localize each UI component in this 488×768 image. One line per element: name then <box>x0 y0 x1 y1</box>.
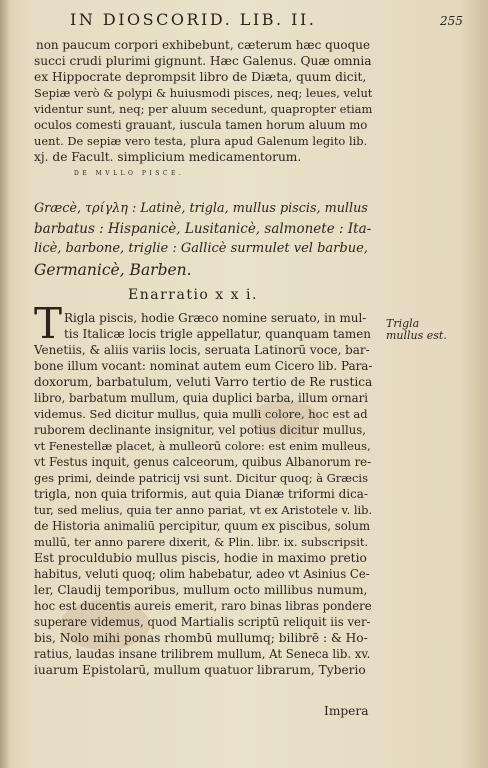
text-line: ges primi, deinde patricij vsi sunt. Dicitur quoq; à Græcis <box>34 471 368 485</box>
text-line: Sepiæ verò & polypi & huiusmodi pisces, neq; leues, velut <box>34 86 373 100</box>
names-line: barbatus : Hispanicè, Lusitanicè, salmonete : Ita- <box>34 221 372 237</box>
text-line: videmus. Sed dicitur mullus, quia mulli colore, hoc est ad <box>34 407 368 421</box>
text-line: bis, Nolo mihi ponas rhombū mullumq; bilibrē : & Ho- <box>34 631 368 645</box>
catchword: Impera <box>324 704 369 718</box>
text-line: bone illum vocant: nominat autem eum Cicero lib. Para- <box>34 359 373 373</box>
running-title: IN DIOSCORID. LIB. II. <box>70 10 317 29</box>
text-line: ler, Claudij temporibus, mullum octo millibus numum, <box>34 583 368 597</box>
text-line: xj. de Facult. simplicium medicamentorum. <box>34 150 302 164</box>
text-line: superare videmus, quod Martialis scriptū reliquit iis ver- <box>34 615 371 629</box>
text-line: videntur sunt, neq; per aluum secedunt, quapropter etiam <box>34 102 373 116</box>
margin-note-line: mullus est. <box>386 329 447 342</box>
text-line: non paucum corpori exhibebunt, cæterum hæc quoque <box>36 38 371 52</box>
text-line: tur, sed melius, quia ter anno pariat, vt ex Aristotele v. lib. <box>34 503 373 517</box>
text-line: mullū, ter anno parere dixerit, & Plin. libr. ix. subscripsit. <box>34 535 369 549</box>
text-line: habitus, veluti quoq; olim habebatur, adeo vt Asinius Ce- <box>34 567 370 581</box>
text-line: ex Hippocrate deprompsit libro de Diæta, quum dicit, <box>34 70 367 84</box>
margin-note <box>386 318 447 342</box>
names-line: licè, barbone, triglie : Gallicè surmulet vel barbue, <box>34 241 368 256</box>
text-line: Rigla piscis, hodie Græco nomine seruato, in mul- <box>64 311 367 325</box>
text-line: vt Fenestellæ placet, à mulleorū colore: est enim mulleus, <box>34 439 371 453</box>
drop-cap: T <box>34 299 63 348</box>
text-line: de Historia animaliū percipitur, quum ex piscibus, solum <box>34 519 371 533</box>
margin-note-line: Trigla <box>386 317 420 330</box>
text-line: tis Italicæ locis trigle appellatur, quanquam tamen <box>64 327 371 341</box>
text-line: oculos comesti grauant, iuscula tamen horum aluum mo <box>34 118 368 132</box>
gutter-shadow <box>0 0 10 768</box>
page-number: 255 <box>440 14 463 28</box>
section-title: DE MVLLO PISCE. <box>74 170 185 177</box>
text-line: uent. De sepiæ vero testa, plura apud Galenum legito lib. <box>34 134 368 148</box>
text-line: trigla, non quia triformis, aut quia Dianæ triformi dica- <box>34 487 368 501</box>
text-line: libro, barbatum mullum, quia duplici barba, illum ornari <box>34 391 368 405</box>
names-line: Germanicè, Barben. <box>34 261 192 279</box>
text-line: vt Festus inquit, genus calceorum, quibus Albanorum re- <box>34 455 372 469</box>
text-line: doxorum, barbatulum, veluti Varro tertio de Re rustica <box>34 375 373 389</box>
names-line: Græcè, τρίγλη : Latinè, trigla, mullus piscis, mullus <box>34 201 368 216</box>
text-line: Venetiis, & aliis variis locis, seruata Latinorū voce, bar- <box>34 343 370 357</box>
enarratio-heading: Enarratio x x i. <box>128 287 258 303</box>
text-line: ruborem declinante insignitur, vel potius dicitur mullus, <box>34 423 366 437</box>
text-line: hoc est ducentis aureis emerit, raro binas libras pondere <box>34 599 372 613</box>
text-line: succi crudi plurimi gignunt. Hæc Galenus. Quæ omnia <box>34 54 372 68</box>
text-line: iuarum Epistolarū, mullum quatuor librarum, Tyberio <box>34 663 366 677</box>
text-line: ratius, laudas insane trilibrem mullum, At Seneca lib. xv. <box>34 647 371 661</box>
text-line: Est proculdubio mullus piscis, hodie in maximo pretio <box>34 551 367 565</box>
